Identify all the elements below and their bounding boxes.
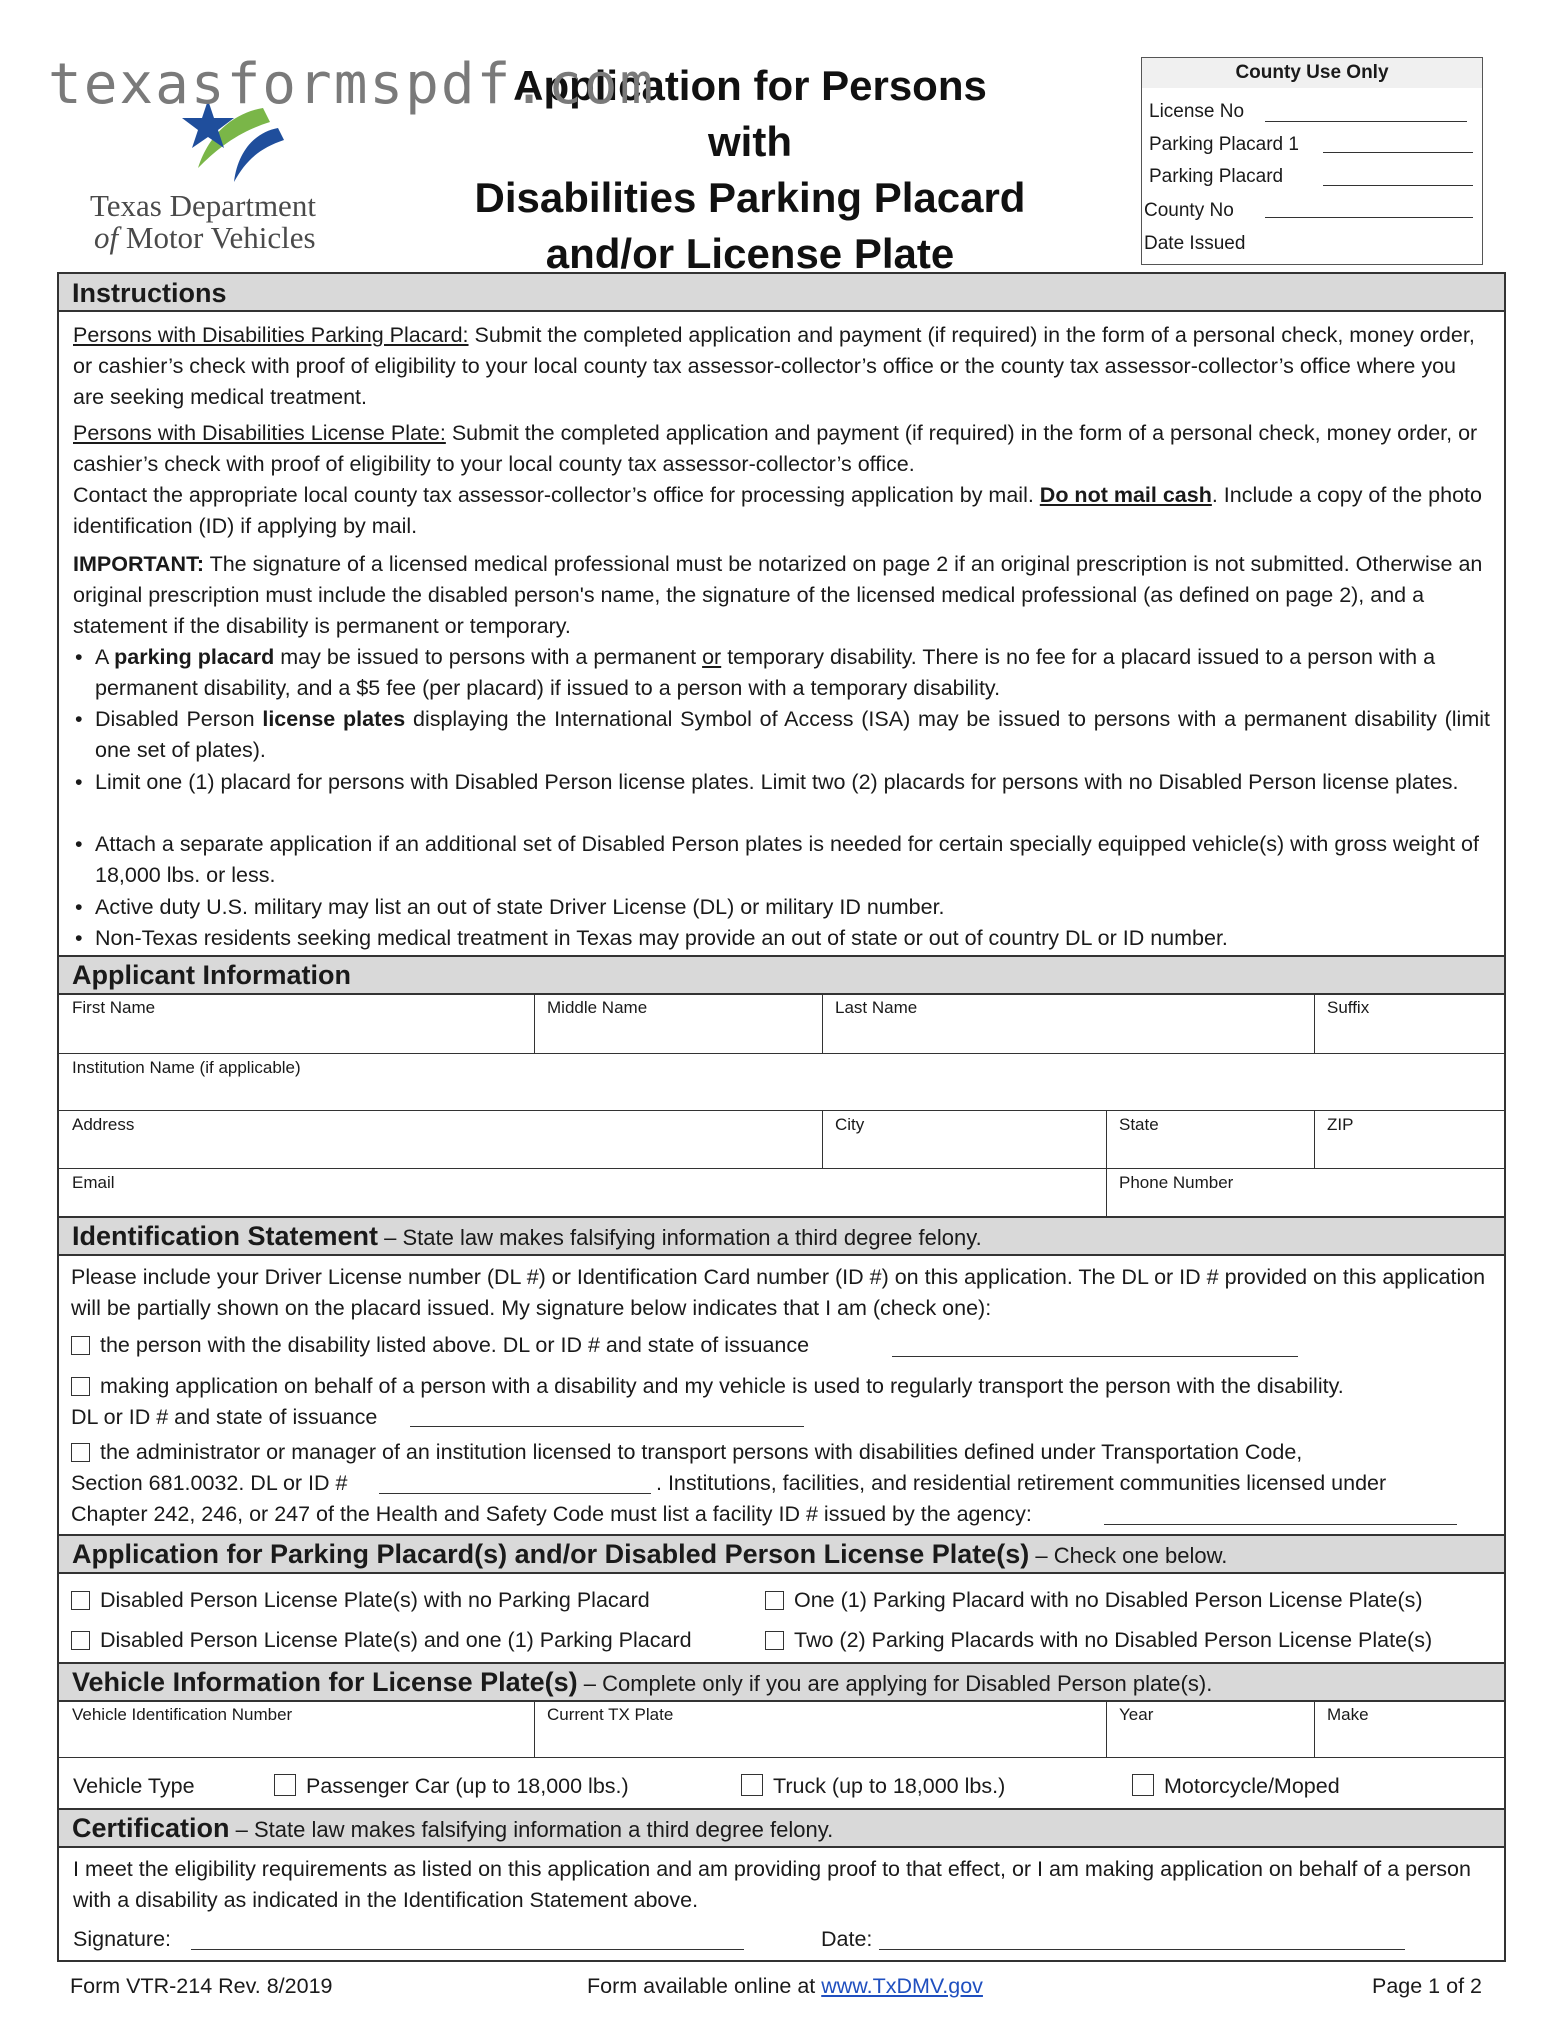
county-field-label: County No	[1144, 200, 1234, 221]
one-placard-option: One (1) Parking Placard with no Disabled Person License Plate(s)	[765, 1588, 1423, 1613]
txdmv-link[interactable]: www.TxDMV.gov	[821, 1974, 983, 1998]
id-option-person: the person with the disability listed above. DL or ID # and state of issuance	[71, 1333, 809, 1358]
instructions-bullet: • Non-Texas residents seeking medical treatment in Texas may provide an out of state or out of country DL or ID number.	[73, 923, 1490, 954]
instructions-important: IMPORTANT: The signature of a licensed medical professional must be notarized on page 2 if an original prescription is not submitted. Otherwise an original prescription must include the disabled person's name, the signature of the licensed medical professional (as defined on page 2), and a statement if the disability is permanent or temporary.	[73, 552, 1483, 638]
identification-heading: Identification Statement – State law makes falsifying information a third degree felony.	[59, 1216, 1504, 1256]
two-placards-option: Two (2) Parking Placards with no Disabled Person License Plate(s)	[765, 1628, 1432, 1653]
identification-intro: Please include your Driver License number (DL #) or Identification Card number (ID #) on this application. The DL or ID # provided on this application will be partially shown on the placard issued. My signature below indicates that I am (check one):	[71, 1265, 1486, 1320]
plate-no-placard-option: Disabled Person License Plate(s) with no Parking Placard	[71, 1588, 650, 1613]
county-no-line[interactable]	[1265, 217, 1473, 218]
divider	[1314, 993, 1315, 1053]
passenger-car-option: Passenger Car (up to 18,000 lbs.)	[274, 1774, 629, 1799]
certification-heading: Certification – State law makes falsifying information a third degree felony.	[59, 1808, 1504, 1848]
dl-id-person-line[interactable]	[892, 1356, 1298, 1357]
county-use-heading: County Use Only	[1142, 58, 1482, 88]
parking-placard1-line[interactable]	[1323, 152, 1473, 153]
dl-id-institution-line[interactable]	[379, 1493, 651, 1494]
zip-field[interactable]: ZIP	[1327, 1115, 1354, 1134]
one-placard-checkbox[interactable]	[765, 1591, 784, 1610]
form-available-text: Form available online at www.TxDMV.gov	[587, 1974, 983, 1998]
signature-line[interactable]	[191, 1949, 744, 1950]
two-placards-checkbox[interactable]	[765, 1631, 784, 1650]
dl-id-behalf-line[interactable]	[410, 1426, 804, 1427]
passenger-car-checkbox[interactable]	[274, 1774, 296, 1796]
city-field[interactable]: City	[835, 1115, 865, 1134]
last-name-field[interactable]: Last Name	[835, 998, 918, 1017]
instructions-bullet: • Disabled Person license plates displaying the International Symbol of Access (ISA) may be issued to persons with a permanent disability (limit one set of plates).	[73, 704, 1490, 766]
form-title: Application for Persons with Disabilities Parking Placard and/or License Plate	[474, 62, 1026, 277]
applicant-heading: Applicant Information	[59, 955, 1504, 995]
instructions-bullet: • Attach a separate application if an additional set of Disabled Person plates is needed for certain specially equipped vehicle(s) with gross weight of 18,000 lbs. or less.	[73, 829, 1490, 891]
truck-checkbox[interactable]	[741, 1774, 763, 1796]
person-with-disability-checkbox[interactable]	[71, 1336, 90, 1355]
id-option-behalf: making application on behalf of a person with a disability and my vehicle is used to regularly transport the person with the disability.	[71, 1374, 1344, 1399]
vehicle-heading: Vehicle Information for License Plate(s) – Complete only if you are applying for Disabled Person plate(s).	[59, 1662, 1504, 1702]
id-option-facility: Chapter 242, 246, or 247 of the Health and Safety Code must list a facility ID # issued by the agency:	[71, 1502, 1032, 1526]
county-use-box	[1141, 57, 1483, 265]
instructions-bullet: • A parking placard may be issued to persons with a permanent or temporary disability. There is no fee for a placard issued to a person with a permanent disability, and a $5 fee (per placard) if issued to a person with a temporary disability.	[73, 642, 1490, 704]
middle-name-field[interactable]: Middle Name	[547, 998, 648, 1017]
on-behalf-checkbox[interactable]	[71, 1377, 90, 1396]
date-line[interactable]	[879, 1949, 1405, 1950]
year-field[interactable]: Year	[1119, 1705, 1154, 1724]
instructions-placard: Persons with Disabilities Parking Placard: Submit the completed application and payment (if required) in the form of a personal check, money order, or cashier’s check with proof of eligibility to your local county tax assessor-collector’s office or the county tax assessor-collector’s office where you are seeking medical treatment.	[73, 323, 1475, 409]
watermark-text: texasformspdf.com	[48, 52, 656, 117]
address-field[interactable]: Address	[72, 1115, 135, 1134]
logo-text-line1: Texas Department	[90, 188, 316, 223]
divider	[1106, 1110, 1107, 1168]
instructions-bullet: • Active duty U.S. military may list an out of state Driver License (DL) or military ID number.	[73, 892, 1490, 923]
page-number: Page 1 of 2	[1372, 1974, 1482, 1998]
instructions-bullet: • Limit one (1) placard for persons with Disabled Person license plates. Limit two (2) placards for persons with no Disabled Person license plates.	[73, 767, 1490, 798]
divider	[822, 1110, 823, 1168]
divider	[534, 993, 535, 1053]
divider	[1106, 1168, 1107, 1216]
date-label: Date:	[821, 1927, 873, 1951]
plate-one-placard-option: Disabled Person License Plate(s) and one (1) Parking Placard	[71, 1628, 692, 1653]
motorcycle-checkbox[interactable]	[1132, 1774, 1154, 1796]
parking-placard2-line[interactable]	[1323, 185, 1473, 186]
id-option-institution: the administrator or manager of an institution licensed to transport persons with disabilities defined under Transportation Code,	[71, 1440, 1302, 1465]
divider	[822, 993, 823, 1053]
divider	[534, 1700, 535, 1757]
form-body	[57, 272, 1506, 1962]
divider	[1106, 1700, 1107, 1757]
divider	[1314, 1110, 1315, 1168]
plate-one-placard-checkbox[interactable]	[71, 1631, 90, 1650]
vehicle-type-label: Vehicle Type	[73, 1774, 195, 1798]
institution-admin-checkbox[interactable]	[71, 1443, 90, 1462]
facility-id-line[interactable]	[1104, 1524, 1457, 1525]
county-field-label: License No	[1149, 101, 1245, 122]
motorcycle-option: Motorcycle/Moped	[1132, 1774, 1340, 1799]
county-field-label: Date Issued	[1144, 233, 1246, 254]
logo-text-line2: of Motor Vehicles	[94, 220, 316, 255]
id-option-behalf-dl: DL or ID # and state of issuance	[71, 1405, 378, 1429]
county-field-label: Parking Placard	[1149, 166, 1284, 187]
email-field[interactable]: Email	[72, 1173, 115, 1192]
divider	[59, 1757, 1504, 1758]
truck-option: Truck (up to 18,000 lbs.)	[741, 1774, 1005, 1799]
divider	[1314, 1700, 1315, 1757]
plate-no-placard-checkbox[interactable]	[71, 1591, 90, 1610]
phone-number-field[interactable]: Phone Number	[1119, 1173, 1234, 1192]
instructions-mail: Contact the appropriate local county tax assessor-collector’s office for processing application by mail. Do not mail cash. Include a copy of the photo identification (ID) if applying by mail.	[73, 483, 1482, 538]
county-field-label: Parking Placard 1	[1149, 134, 1299, 155]
state-field[interactable]: State	[1119, 1115, 1159, 1134]
current-tx-plate-field[interactable]: Current TX Plate	[547, 1705, 674, 1724]
suffix-field[interactable]: Suffix	[1327, 998, 1370, 1017]
id-option-institution-dl: Section 681.0032. DL or ID #	[71, 1471, 348, 1495]
make-field[interactable]: Make	[1327, 1705, 1369, 1724]
signature-label: Signature:	[73, 1927, 172, 1951]
institution-name-field[interactable]: Institution Name (if applicable)	[72, 1058, 301, 1077]
instructions-plate: Persons with Disabilities License Plate: Submit the completed application and payment (if required) in the form of a personal check, money order, or cashier’s check with proof of eligibility to your local county tax assessor-collector’s office.	[73, 421, 1478, 476]
first-name-field[interactable]: First Name	[72, 998, 156, 1017]
vin-field[interactable]: Vehicle Identification Number	[72, 1705, 293, 1724]
id-option-institution-text: . Institutions, facilities, and residential retirement communities licensed under	[656, 1471, 1387, 1495]
application-heading: Application for Parking Placard(s) and/or Disabled Person License Plate(s) – Check one below.	[59, 1534, 1504, 1574]
form-number: Form VTR-214 Rev. 8/2019	[70, 1974, 333, 1998]
certification-text: I meet the eligibility requirements as listed on this application and am providing proof to that effect, or I am making application on behalf of a person with a disability as indicated in the Identification Statement above.	[73, 1857, 1471, 1912]
instructions-heading: Instructions	[59, 272, 1504, 312]
license-no-line[interactable]	[1265, 121, 1467, 122]
